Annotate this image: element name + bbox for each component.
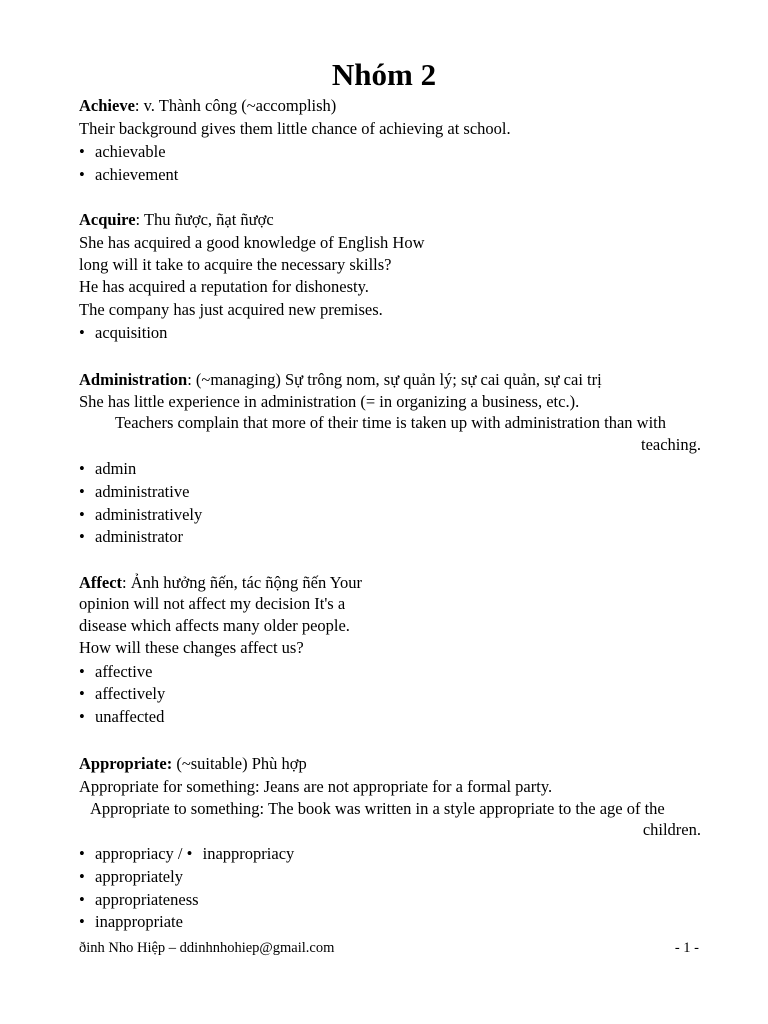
example-line: Appropriate to something: The book was written in a style appropriate to the age of the bbox=[90, 799, 665, 818]
bullet-icon: • bbox=[186, 844, 193, 863]
list-item: • administrator bbox=[79, 527, 183, 546]
list-item: • appropriately bbox=[79, 867, 183, 886]
example-line: opinion will not affect my decision It's a bbox=[79, 594, 346, 613]
term-administration: Administration bbox=[79, 370, 188, 389]
list-item: • administrative bbox=[79, 482, 190, 501]
bullet-icon: • bbox=[79, 165, 85, 184]
entry-affect-heading bbox=[79, 572, 701, 594]
list-item: • achievement bbox=[79, 165, 179, 184]
bullet-icon: • bbox=[79, 662, 85, 681]
bullet-icon: • bbox=[79, 505, 85, 524]
term-appropriate: Appropriate: bbox=[79, 754, 173, 773]
definition-administration: : (~managing) Sự trông nom, sự quản lý; sự cai quản, sự cai trị bbox=[187, 370, 602, 389]
definition-acquire: : Thu ñược, ñạt ñược bbox=[135, 210, 274, 229]
entry-achieve-heading bbox=[79, 95, 701, 117]
example-line: He has acquired a reputation for dishonesty. bbox=[79, 277, 369, 296]
bullet-icon: • bbox=[79, 912, 85, 931]
list-item: • unaffected bbox=[79, 707, 165, 726]
definition-affect: : Ảnh hưởng ñến, tác ñộng ñến Your bbox=[122, 573, 362, 592]
bullet-icon: • bbox=[79, 142, 85, 161]
entry-acquire-heading bbox=[79, 209, 701, 231]
example-line: She has acquired a good knowledge of English How bbox=[79, 233, 425, 252]
footer-author: ðinh Nho Hiệp – ddinhnhohiep@gmail.com bbox=[79, 940, 335, 956]
example-line: Appropriate for something: Jeans are not appropriate for a formal party. bbox=[79, 777, 553, 796]
bullet-icon: • bbox=[79, 890, 85, 909]
bullet-icon: • bbox=[79, 459, 85, 478]
page-title: Nhóm 2 bbox=[331, 57, 437, 92]
bullet-icon: • bbox=[79, 482, 85, 501]
bullet-icon: • bbox=[79, 684, 85, 703]
example-line: teaching. bbox=[640, 435, 701, 454]
page-number: - 1 - bbox=[674, 940, 699, 956]
term-achieve: Achieve bbox=[79, 96, 135, 115]
example-line: The company has just acquired new premises. bbox=[79, 300, 383, 319]
example-line: long will it take to acquire the necessary skills? bbox=[79, 255, 392, 274]
entry-administration-heading bbox=[79, 369, 701, 391]
bullet-icon: • bbox=[79, 323, 85, 342]
bullet-icon: • bbox=[79, 707, 85, 726]
definition-achieve: : v. Thành công (~accomplish) bbox=[134, 96, 337, 115]
bullet-icon: • bbox=[79, 867, 85, 886]
list-item: • appropriateness bbox=[79, 890, 199, 909]
list-item: • affective bbox=[79, 662, 153, 681]
term-affect: Affect bbox=[79, 573, 123, 592]
list-item: • inappropriate bbox=[79, 912, 183, 931]
example-line: disease which affects many older people. bbox=[79, 616, 350, 635]
list-item: • administratively bbox=[79, 505, 203, 524]
list-item: • achievable bbox=[79, 142, 166, 161]
entry-appropriate-heading bbox=[79, 753, 701, 775]
example-line: How will these changes affect us? bbox=[79, 638, 304, 657]
list-item: • affectively bbox=[79, 684, 166, 703]
term-acquire: Acquire bbox=[79, 210, 136, 229]
example-line: Their background gives them little chance of achieving at school. bbox=[79, 119, 511, 138]
list-item: • admin bbox=[79, 459, 137, 478]
example-line: Teachers complain that more of their time is taken up with administration than with bbox=[115, 413, 666, 432]
example-line: children. bbox=[642, 820, 701, 839]
bullet-icon: • bbox=[79, 527, 85, 546]
definition-appropriate: (~suitable) Phù hợp bbox=[172, 754, 307, 773]
list-item: • acquisition bbox=[79, 323, 168, 342]
page-footer bbox=[79, 938, 699, 958]
example-line: She has little experience in administration (= in organizing a business, etc.). bbox=[79, 392, 580, 411]
list-item: • appropriacy / • inappropriacy bbox=[79, 844, 295, 863]
bullet-icon: • bbox=[79, 844, 85, 863]
